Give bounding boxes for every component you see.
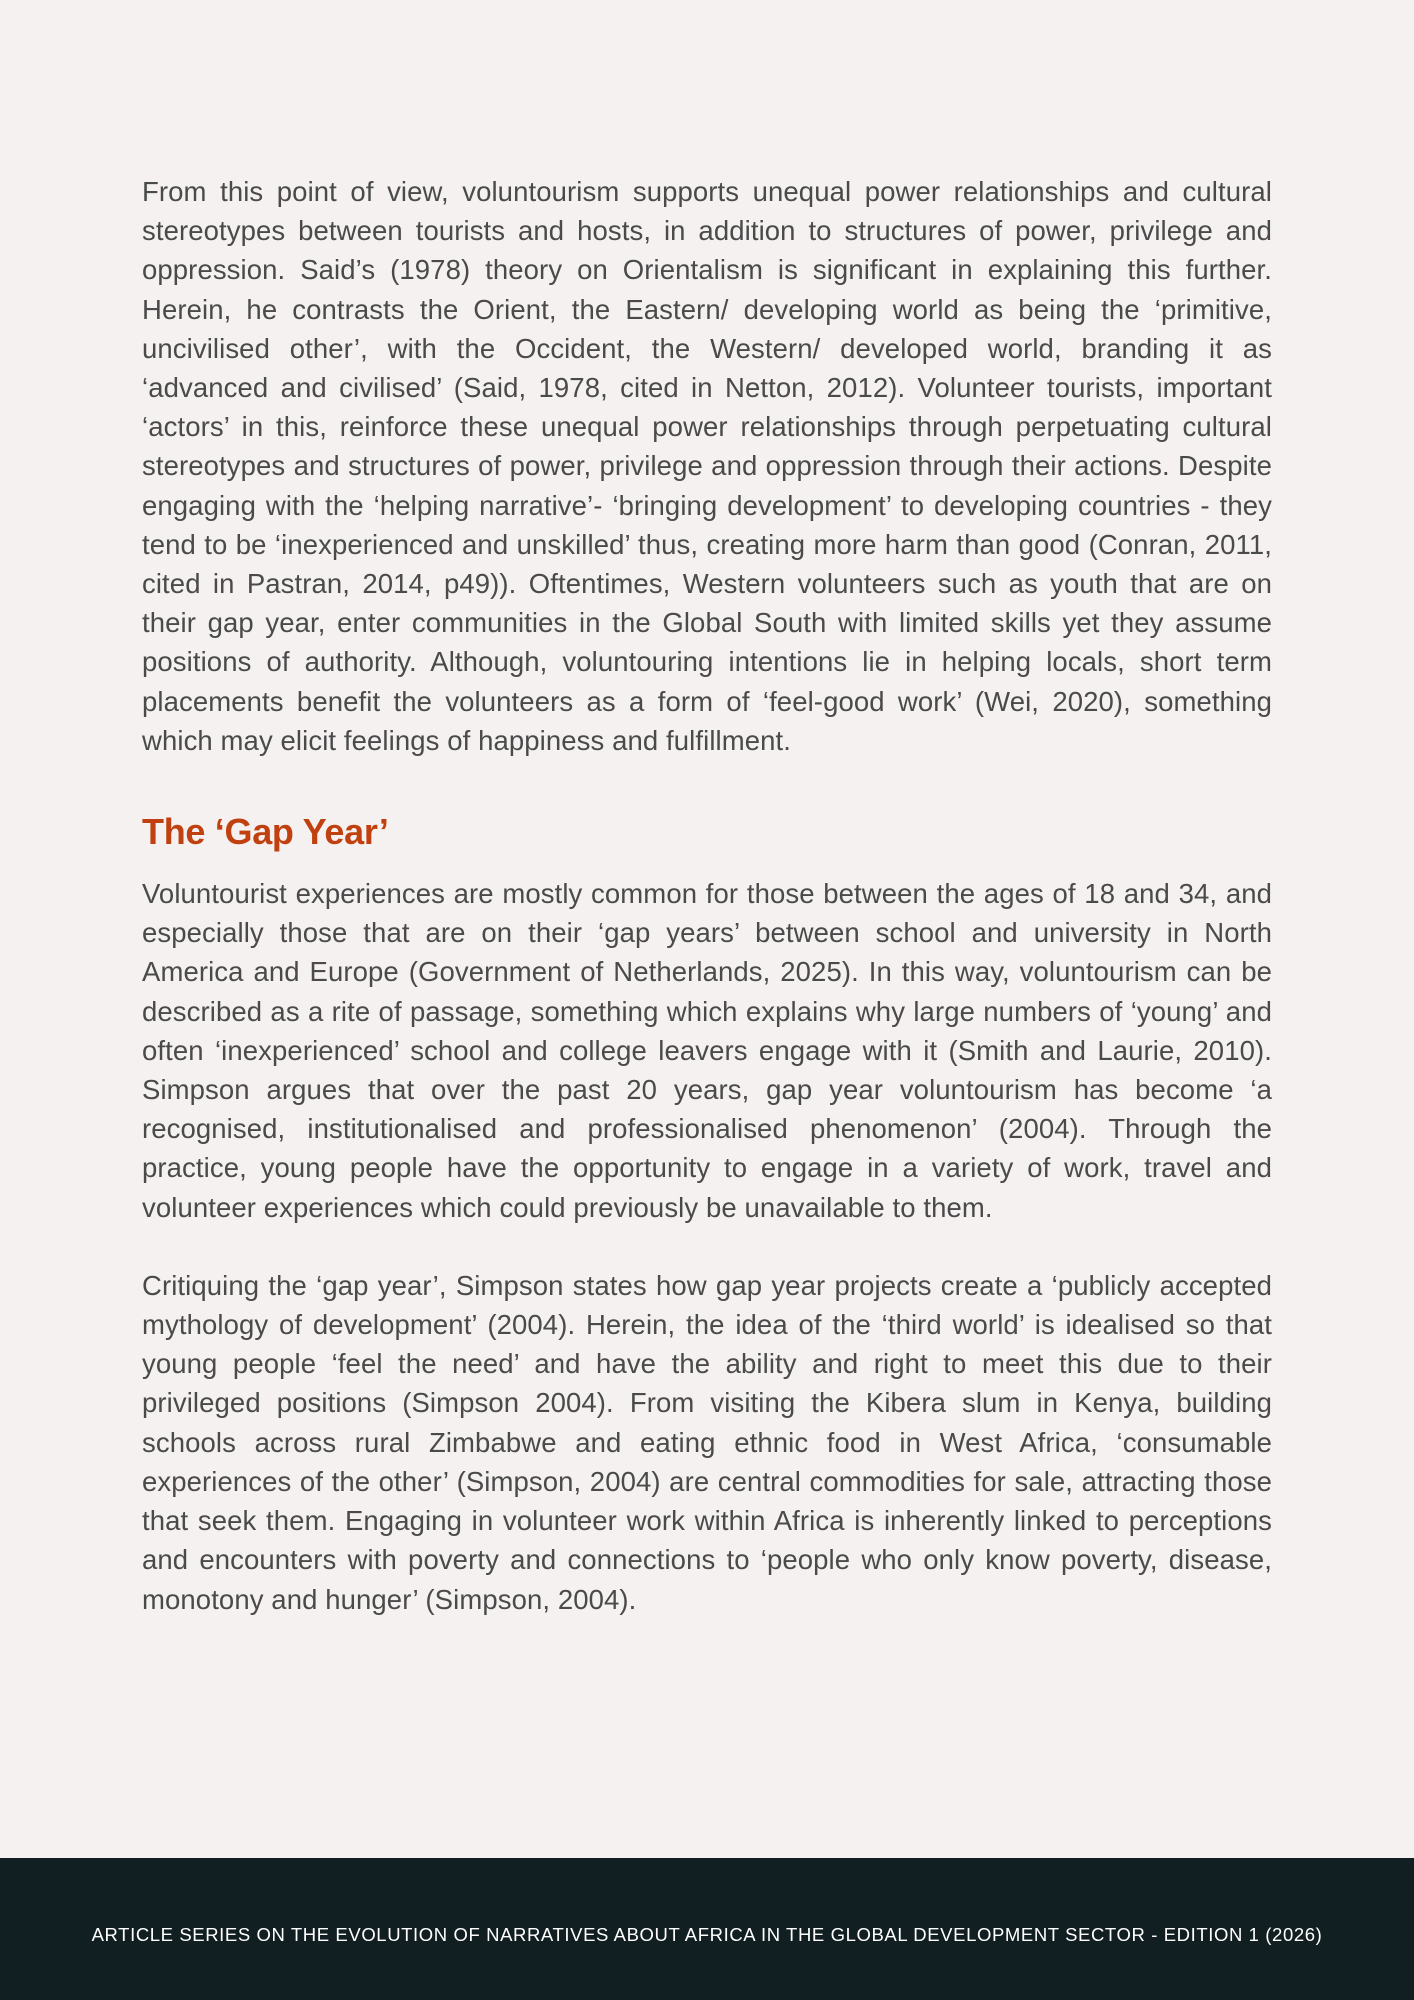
section-heading-gap-year: The ‘Gap Year’ — [142, 811, 389, 853]
article-body — [142, 172, 1272, 1619]
page-footer — [0, 1858, 1414, 2000]
footer-series-title: ARTICLE SERIES ON THE EVOLUTION OF NARRATIVES ABOUT AFRICA IN THE GLOBAL DEVELOPMENT SECTOR - EDITION 1 (2026) — [91, 1924, 1323, 1945]
paragraph-gap-year-intro: Voluntourist experiences are mostly common for those between the ages of 18 and 34, and especially those that are on their ‘gap years’ between school and university in North America and Europe (Government of Netherlands, 2025). In this way, voluntourism can be described as a rite of passage, something which explains why large numbers of ‘young’ and often ‘inexperienced’ school and college leavers engage with it (Smith and Laurie, 2010). Simpson argues that over the past 20 years, gap year voluntourism has become ‘a recognised, institutionalised and professionalised phenomenon’ (2004). Through the practice, young people have the opportunity to engage in a variety of work, travel and volunteer experiences which could previously be unavailable to them. — [142, 878, 1272, 1223]
paragraph-gap-year-critique: Critiquing the ‘gap year’, Simpson states how gap year projects create a ‘publicly accepted mythology of development’ (2004). Herein, the idea of the ‘third world’ is idealised so that young people ‘feel the need’ and have the ability and right to meet this due to their privileged positions (Simpson 2004). From visiting the Kibera slum in Kenya, building schools across rural Zimbabwe and eating ethnic food in West Africa, ‘consumable experiences of the other’ (Simpson, 2004) are central commodities for sale, attracting those that seek them. Engaging in volunteer work within Africa is inherently linked to perceptions and encounters with poverty and connections to ‘people who only know poverty, disease, monotony and hunger’ (Simpson, 2004). — [142, 1269, 1272, 1615]
paragraph-orientalism: From this point of view, voluntourism supports unequal power relationships and cultural stereotypes between tourists and hosts, in addition to structures of power, privilege and oppression. Said’s (1978) theory on Orientalism is significant in explaining this further. Herein, he contrasts the Orient, the Eastern/ developing world as being the ‘primitive, uncivilised other’, with the Occident, the Western/ developed world, branding it as ‘advanced and civilised’ (Said, 1978, cited in Netton, 2012). Volunteer tourists, important ‘actors’ in this, reinforce these unequal power relationships through perpetuating cultural stereotypes and structures of power, privilege and oppression through their actions. Despite engaging with the ‘helping narrative’- ‘bringing development’ to developing countries - they tend to be ‘inexperienced and unskilled’ thus, creating more harm than good (Conran, 2011, cited in Pastran, 2014, p49)). Oftentimes, Western volunteers such as youth that are on their gap year, enter communities in the Global South with limited skills yet they assume positions of authority. Although, voluntouring intentions lie in helping locals, short term placements benefit the volunteers as a form of ‘feel-good work’ (Wei, 2020), something which may elicit feelings of happiness and fulfillment. — [142, 176, 1272, 756]
